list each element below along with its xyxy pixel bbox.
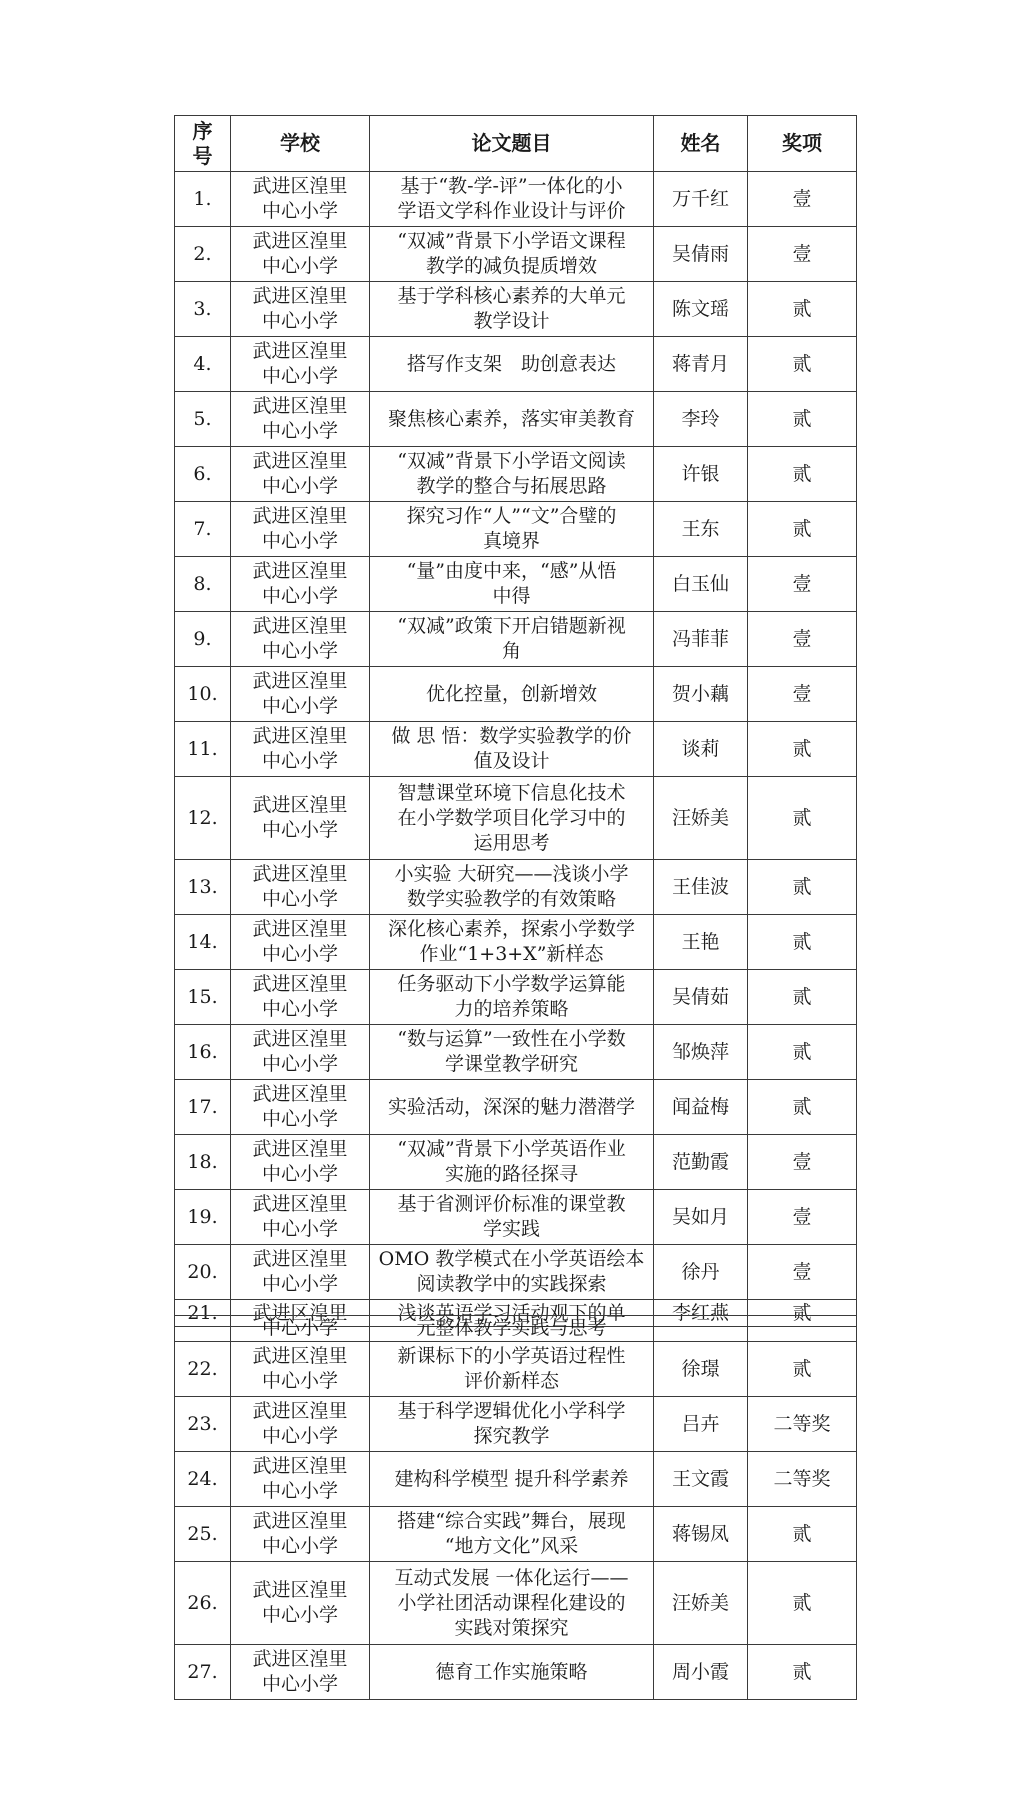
row-award: 贰 <box>748 722 857 777</box>
row-school-line: 武进区湟里 <box>252 505 348 527</box>
header-award: 奖项 <box>748 116 857 172</box>
row-award: 贰 <box>748 337 857 392</box>
row-school <box>231 557 370 612</box>
row-school-line: 武进区湟里 <box>252 670 348 692</box>
row-school <box>231 447 370 502</box>
row-school-line: 武进区湟里 <box>252 1248 348 1270</box>
row-award: 二等奖 <box>748 1397 857 1452</box>
row-title-line: 德育工作实施策略 <box>435 1660 588 1683</box>
row-award: 贰 <box>748 447 857 502</box>
row-title-line: 浅谈英语学习活动观下的单 <box>397 1301 626 1324</box>
row-title-line: 实施的路径探寻 <box>444 1163 578 1185</box>
row-school-line: 武进区湟里 <box>252 973 348 995</box>
row-title-line: 学实践 <box>482 1218 540 1240</box>
row-title <box>370 337 654 392</box>
row-title <box>370 860 654 915</box>
table-row <box>175 1025 857 1080</box>
table-row <box>175 1507 857 1562</box>
row-school-line: 武进区湟里 <box>252 1028 348 1050</box>
row-title-line: 任务驱动下小学数学运算能 <box>397 973 626 995</box>
row-title-line: 搭建“综合实践”舞台，展现 <box>397 1510 626 1532</box>
row-school-line: 中心小学 <box>261 1604 338 1626</box>
row-title-line: 探究习作“人”“文”合璧的 <box>406 505 617 527</box>
row-school-line: 武进区湟里 <box>252 1400 348 1422</box>
row-title-line: “双减”背景下小学英语作业 <box>397 1138 626 1160</box>
row-title <box>370 1562 654 1645</box>
row-number: 25. <box>175 1507 231 1562</box>
table-row <box>175 1190 857 1245</box>
row-award: 贰 <box>748 777 857 860</box>
row-number: 16. <box>175 1025 231 1080</box>
row-title-line: “双减”背景下小学语文课程 <box>397 230 626 252</box>
row-title <box>370 722 654 777</box>
row-number: 12. <box>175 777 231 860</box>
row-title <box>370 915 654 970</box>
row-title <box>370 970 654 1025</box>
row-name: 王佳波 <box>654 860 748 915</box>
row-school-line: 武进区湟里 <box>252 918 348 940</box>
row-number: 26. <box>175 1562 231 1645</box>
table-row <box>175 1080 857 1135</box>
table-row <box>175 282 857 337</box>
row-number: 7. <box>175 502 231 557</box>
row-title-line: 新课标下的小学英语过程性 <box>397 1345 626 1367</box>
row-title-line: 数学实验教学的有效策略 <box>406 888 616 910</box>
row-number: 21. <box>175 1300 231 1327</box>
row-title-line: 在小学数学项目化学习中的 <box>397 806 626 829</box>
row-title-line: 基于省测评价标准的课堂教 <box>397 1193 626 1215</box>
row-award: 壹 <box>748 1190 857 1245</box>
row-school-line: 武进区湟里 <box>252 1510 348 1532</box>
row-school-line: 武进区湟里 <box>252 725 348 747</box>
row-school-line: 武进区湟里 <box>252 230 348 252</box>
row-name: 徐丹 <box>654 1245 748 1300</box>
row-number: 27. <box>175 1645 231 1700</box>
row-school-line: 中心小学 <box>261 310 338 332</box>
row-award: 贰 <box>748 915 857 970</box>
row-school <box>231 1645 370 1700</box>
row-school-line: 中心小学 <box>261 1218 338 1240</box>
row-school-line: 中心小学 <box>261 1370 338 1392</box>
row-school-line: 中心小学 <box>261 640 338 662</box>
row-award: 贰 <box>748 502 857 557</box>
row-title-line: 力的培养策略 <box>454 998 569 1020</box>
row-school <box>231 1135 370 1190</box>
row-number: 1. <box>175 172 231 227</box>
row-school <box>231 612 370 667</box>
header-school: 学校 <box>231 116 370 172</box>
row-name: 汪娇美 <box>654 777 748 860</box>
row-award: 壹 <box>748 667 857 722</box>
row-school-line: 武进区湟里 <box>252 175 348 197</box>
row-school-line: 中心小学 <box>261 819 338 841</box>
row-name: 陈文瑶 <box>654 282 748 337</box>
row-title <box>370 1316 654 1342</box>
row-award: 贰 <box>748 1342 857 1397</box>
row-title-line: 真境界 <box>482 530 540 552</box>
row-school <box>231 502 370 557</box>
table-row <box>175 1316 857 1342</box>
row-title-line: 互动式发展 一体化运行—— <box>394 1566 629 1589</box>
row-title <box>370 667 654 722</box>
row-award: 贰 <box>748 1507 857 1562</box>
row-title-line: 做 思 悟：数学实验教学的价 <box>391 725 632 747</box>
table-row <box>175 392 857 447</box>
row-number: 22. <box>175 1342 231 1397</box>
row-school <box>231 1562 370 1645</box>
header-number: 序 号 <box>175 116 231 172</box>
table-row <box>175 915 857 970</box>
row-title-line: 小学社团活动课程化建设的 <box>397 1591 626 1614</box>
row-name: 吴如月 <box>654 1190 748 1245</box>
row-title <box>370 1190 654 1245</box>
row-title-line: 优化控量，创新增效 <box>425 682 597 705</box>
row-name: 贺小藕 <box>654 667 748 722</box>
row-award: 贰 <box>748 1080 857 1135</box>
row-name: 蒋青月 <box>654 337 748 392</box>
row-school-line: 中心小学 <box>261 1535 338 1557</box>
row-number: 19. <box>175 1190 231 1245</box>
row-school-line: 武进区湟里 <box>252 615 348 637</box>
row-name: 吕卉 <box>654 1397 748 1452</box>
row-school-line: 中心小学 <box>261 475 338 497</box>
row-school-line: 武进区湟里 <box>252 285 348 307</box>
row-number: 8. <box>175 557 231 612</box>
row-title-line: 运用思考 <box>473 831 550 854</box>
row-school-line: 中心小学 <box>261 888 338 910</box>
row-name: 王文霞 <box>654 1452 748 1507</box>
row-school-line: 武进区湟里 <box>252 794 348 816</box>
row-school-line: 中心小学 <box>261 530 338 552</box>
row-school-line: 武进区湟里 <box>252 395 348 417</box>
row-school <box>231 1342 370 1397</box>
row-name: 许银 <box>654 447 748 502</box>
row-title <box>370 1025 654 1080</box>
row-name: 李玲 <box>654 392 748 447</box>
row-school-line: 中心小学 <box>261 1673 338 1695</box>
row-school <box>231 1245 370 1300</box>
row-name: 谈莉 <box>654 722 748 777</box>
row-number <box>175 1316 231 1342</box>
row-award: 贰 <box>748 860 857 915</box>
row-title-line: 教学设计 <box>473 310 550 332</box>
row-school-line: 武进区湟里 <box>252 1193 348 1215</box>
row-school-line: 武进区湟里 <box>252 1083 348 1105</box>
row-title <box>370 1645 654 1700</box>
row-title <box>370 502 654 557</box>
row-school-line: 武进区湟里 <box>252 450 348 472</box>
row-title-line: 元整体教学实践与思考 <box>416 1317 607 1339</box>
row-title <box>370 227 654 282</box>
row-school-line: 中心小学 <box>261 585 338 607</box>
row-number: 11. <box>175 722 231 777</box>
row-title-line: 教学的减负提质增效 <box>425 255 597 277</box>
table-row <box>175 667 857 722</box>
row-title <box>370 1452 654 1507</box>
row-title <box>370 1080 654 1135</box>
row-title-line: 值及设计 <box>473 750 550 772</box>
table-row <box>175 612 857 667</box>
row-title-line: 学课堂教学研究 <box>444 1053 578 1075</box>
row-number: 2. <box>175 227 231 282</box>
row-school-line: 中心小学 <box>261 750 338 772</box>
row-school-line: 中心小学 <box>261 1108 338 1130</box>
row-name: 徐璟 <box>654 1342 748 1397</box>
row-title-line: 教学的整合与拓展思路 <box>416 475 607 497</box>
row-award: 贰 <box>748 392 857 447</box>
row-award: 贰 <box>748 1645 857 1700</box>
row-title <box>370 282 654 337</box>
row-title-line: 评价新样态 <box>463 1370 559 1392</box>
row-school <box>231 282 370 337</box>
row-number: 15. <box>175 970 231 1025</box>
row-name: 闻益梅 <box>654 1080 748 1135</box>
header-row <box>175 116 857 172</box>
row-name: 范勤霞 <box>654 1135 748 1190</box>
row-title-line: 建构科学模型 提升科学素养 <box>394 1467 629 1490</box>
row-school-line: 中心小学 <box>261 1425 338 1447</box>
row-title-line: “数与运算”一致性在小学数 <box>397 1028 626 1050</box>
row-school-line: 中心小学 <box>261 255 338 277</box>
table-row <box>175 722 857 777</box>
row-school <box>231 1190 370 1245</box>
row-title-line: 深化核心素养，探索小学数学 <box>387 918 635 940</box>
row-name: 吴倩雨 <box>654 227 748 282</box>
row-title-line: 阅读教学中的实践探索 <box>416 1273 607 1295</box>
table-body-part2 <box>175 1316 857 1700</box>
row-number: 24. <box>175 1452 231 1507</box>
row-award: 贰 <box>748 970 857 1025</box>
row-award: 二等奖 <box>748 1452 857 1507</box>
row-title-line: “地方文化”风采 <box>444 1535 579 1557</box>
row-name: 李红燕 <box>654 1300 748 1327</box>
row-award: 壹 <box>748 557 857 612</box>
row-name: 白玉仙 <box>654 557 748 612</box>
row-award: 壹 <box>748 227 857 282</box>
row-title-line: 基于“教-学-评”一体化的小 <box>400 175 623 197</box>
row-number: 13. <box>175 860 231 915</box>
row-number: 4. <box>175 337 231 392</box>
row-school-line: 中心小学 <box>261 420 338 442</box>
row-title-line: 搭写作支架 助创意表达 <box>406 352 616 375</box>
table-row <box>175 1562 857 1645</box>
row-school <box>231 1397 370 1452</box>
row-school-line: 中心小学 <box>261 695 338 717</box>
row-school <box>231 1452 370 1507</box>
row-title <box>370 1397 654 1452</box>
table-row <box>175 557 857 612</box>
row-school-line: 武进区湟里 <box>252 1138 348 1160</box>
row-school-line: 中心小学 <box>261 998 338 1020</box>
awards-table-part2 <box>174 1315 857 1700</box>
row-school <box>231 970 370 1025</box>
row-school <box>231 392 370 447</box>
row-school-line: 中心小学 <box>261 1480 338 1502</box>
row-title <box>370 447 654 502</box>
row-number: 14. <box>175 915 231 970</box>
row-school-line: 武进区湟里 <box>252 863 348 885</box>
row-number: 5. <box>175 392 231 447</box>
row-number: 18. <box>175 1135 231 1190</box>
row-school-line: 武进区湟里 <box>252 340 348 362</box>
table-row <box>175 337 857 392</box>
row-name: 蒋锡凤 <box>654 1507 748 1562</box>
row-school <box>231 1507 370 1562</box>
table-row <box>175 970 857 1025</box>
row-school <box>231 227 370 282</box>
table-row <box>175 227 857 282</box>
row-title <box>370 1245 654 1300</box>
row-title <box>370 1507 654 1562</box>
header-name: 姓名 <box>654 116 748 172</box>
row-name: 吴倩茹 <box>654 970 748 1025</box>
row-award: 壹 <box>748 1245 857 1300</box>
row-school-line: 中心小学 <box>261 943 338 965</box>
row-name: 万千红 <box>654 172 748 227</box>
row-school <box>231 667 370 722</box>
row-number: 17. <box>175 1080 231 1135</box>
row-title <box>370 557 654 612</box>
row-title-line: 角 <box>501 640 521 662</box>
row-title <box>370 172 654 227</box>
row-school-line: 武进区湟里 <box>252 1345 348 1367</box>
row-title-line: 中得 <box>492 585 531 607</box>
row-school <box>231 777 370 860</box>
row-school-line: 中心小学 <box>261 200 338 222</box>
row-school <box>231 172 370 227</box>
table-row <box>175 1135 857 1190</box>
row-number: 23. <box>175 1397 231 1452</box>
row-school <box>231 337 370 392</box>
header-title: 论文题目 <box>370 116 654 172</box>
row-number: 20. <box>175 1245 231 1300</box>
row-title-line: 小实验 大研究——浅谈小学 <box>394 863 629 885</box>
row-award: 贰 <box>748 1562 857 1645</box>
row-school-line: 武进区湟里 <box>252 1648 348 1670</box>
row-school-line: 中心小学 <box>261 365 338 387</box>
row-school-line: 武进区湟里 <box>252 1301 348 1324</box>
row-award: 壹 <box>748 172 857 227</box>
table-row <box>175 172 857 227</box>
row-name: 王东 <box>654 502 748 557</box>
table-row <box>175 1397 857 1452</box>
row-title-line: 实践对策探究 <box>454 1616 569 1639</box>
table-row <box>175 1452 857 1507</box>
table-body-part1 <box>175 172 857 1327</box>
row-school-line: 中心小学 <box>261 1053 338 1075</box>
row-award: 贰 <box>748 1025 857 1080</box>
row-title-line: 作业“1+3+X”新样态 <box>419 943 604 965</box>
awards-table-part1 <box>174 115 857 1327</box>
table-row <box>175 1645 857 1700</box>
row-title-line: “双减”政策下开启错题新视 <box>397 615 626 637</box>
table-row <box>175 1245 857 1300</box>
row-number: 9. <box>175 612 231 667</box>
row-title <box>370 1342 654 1397</box>
row-school <box>231 860 370 915</box>
row-school <box>231 1080 370 1135</box>
row-school <box>231 1025 370 1080</box>
table-row <box>175 447 857 502</box>
row-title-line: 学语文学科作业设计与评价 <box>397 200 626 222</box>
row-school-line: 武进区湟里 <box>252 1579 348 1601</box>
row-title-line: 实验活动，深深的魅力潜潜学 <box>387 1095 635 1118</box>
row-award: 壹 <box>748 1135 857 1190</box>
table-row <box>175 1342 857 1397</box>
row-school <box>231 915 370 970</box>
row-title-line: 基于学科核心素养的大单元 <box>397 285 626 307</box>
row-school <box>231 722 370 777</box>
row-number: 3. <box>175 282 231 337</box>
row-title-line: 聚焦核心素养，落实审美教育 <box>387 407 635 430</box>
row-school-line: 中心小学 <box>261 1273 338 1295</box>
row-title-line: 探究教学 <box>473 1425 550 1447</box>
table-row <box>175 777 857 860</box>
row-title <box>370 392 654 447</box>
row-name: 汪娇美 <box>654 1562 748 1645</box>
row-name: 王艳 <box>654 915 748 970</box>
row-award: 壹 <box>748 612 857 667</box>
row-name: 周小霞 <box>654 1645 748 1700</box>
row-school-line: 武进区湟里 <box>252 560 348 582</box>
row-school-line: 武进区湟里 <box>252 1455 348 1477</box>
row-school-line: 中心小学 <box>261 1163 338 1185</box>
row-title-line: “量”由度中来，“感”从悟 <box>406 560 617 582</box>
row-name <box>654 1316 748 1342</box>
row-award <box>748 1316 857 1342</box>
row-title-line: 基于科学逻辑优化小学科学 <box>397 1400 626 1422</box>
row-award: 贰 <box>748 1300 857 1327</box>
row-school-line: 中心小学 <box>261 1317 338 1339</box>
row-number: 6. <box>175 447 231 502</box>
row-title-line: “双减”背景下小学语文阅读 <box>397 450 626 472</box>
row-title-line: OMO 教学模式在小学英语绘本 <box>378 1248 645 1270</box>
row-award: 贰 <box>748 282 857 337</box>
row-school <box>231 1316 370 1342</box>
row-number: 10. <box>175 667 231 722</box>
row-title <box>370 777 654 860</box>
table-row <box>175 860 857 915</box>
table-row <box>175 502 857 557</box>
row-name: 邹焕萍 <box>654 1025 748 1080</box>
row-title <box>370 612 654 667</box>
row-name: 冯菲菲 <box>654 612 748 667</box>
row-title <box>370 1135 654 1190</box>
row-title-line: 智慧课堂环境下信息化技术 <box>397 781 626 804</box>
